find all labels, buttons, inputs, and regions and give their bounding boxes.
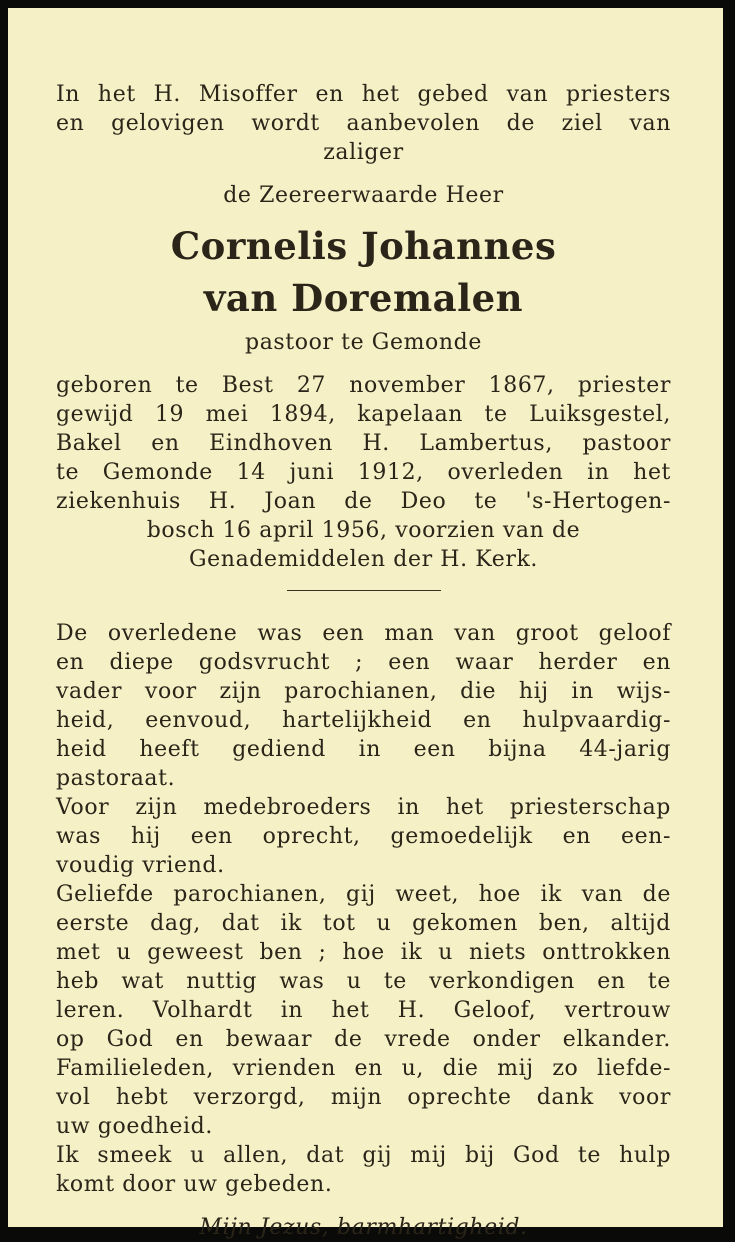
- intro-line: zaliger: [323, 140, 404, 165]
- testimony-line: Geliefde parochianen, gij weet, hoe ik van de: [56, 882, 671, 907]
- position-title: pastoor te Gemonde: [245, 330, 482, 355]
- testimony-line: heid, eenvoud, hartelijkheid en hulpvaardig-: [56, 708, 671, 733]
- biography-line: gewijd 19 mei 1894, kapelaan te Luiksgestel,: [56, 402, 671, 427]
- testimony-line: De overledene was een man van groot geloof: [56, 621, 671, 646]
- deceased-name-last: van Doremalen: [203, 276, 524, 320]
- title-prefix: de Zeereerwaarde Heer: [223, 183, 504, 208]
- testimony-line: vader voor zijn parochianen, die hij in wijs-: [56, 679, 671, 704]
- testimony-line: voudig vriend.: [56, 853, 225, 878]
- testimony-line: pastoraat.: [56, 766, 176, 791]
- biography-line: Genademiddelen der H. Kerk.: [189, 547, 538, 572]
- intro-line: In het H. Misoffer en het gebed van priesters: [56, 82, 671, 107]
- testimony-line: heb wat nuttig was u te verkondigen en te: [56, 969, 671, 994]
- biography-line: te Gemonde 14 juni 1912, overleden in het: [56, 460, 671, 485]
- deceased-name-first: Cornelis Johannes: [170, 224, 557, 268]
- card-content: [56, 80, 671, 1242]
- testimony-line: heid heeft gediend in een bijna 44-jarig: [56, 737, 671, 762]
- biography: [56, 371, 671, 574]
- intro-text: [56, 80, 671, 167]
- intro-line: en gelovigen wordt aanbevolen de ziel van: [56, 111, 671, 136]
- testimony-line: en diepe godsvrucht ; een waar herder en: [56, 650, 671, 675]
- memorial-card: [8, 8, 723, 1240]
- biography-line: geboren te Best 27 november 1867, priester: [56, 373, 671, 398]
- testimony-line: leren. Volhardt in het H. Geloof, vertrouw: [56, 998, 671, 1023]
- closing-prayer: Mijn Jezus, barmhartigheid.: [199, 1215, 528, 1240]
- testimony: [56, 619, 671, 1199]
- testimony-line: uw goedheid.: [56, 1114, 213, 1139]
- testimony-line: Ik smeek u allen, dat gij mij bij God te hulp: [56, 1143, 671, 1168]
- testimony-line: komt door uw gebeden.: [56, 1172, 333, 1197]
- testimony-line: was hij een oprecht, gemoedelijk en een-: [56, 824, 671, 849]
- testimony-line: op God en bewaar de vrede onder elkander.: [56, 1027, 671, 1052]
- testimony-line: vol hebt verzorgd, mijn oprechte dank voor: [56, 1085, 671, 1110]
- testimony-line: eerste dag, dat ik tot u gekomen ben, altijd: [56, 911, 671, 936]
- biography-line: bosch 16 april 1956, voorzien van de: [146, 518, 581, 543]
- testimony-line: met u geweest ben ; hoe ik u niets onttrokken: [56, 940, 671, 965]
- divider-line: [287, 590, 441, 591]
- testimony-line: Familieleden, vrienden en u, die mij zo liefde-: [56, 1056, 671, 1081]
- biography-line: ziekenhuis H. Joan de Deo te 's-Hertogen-: [56, 489, 671, 514]
- testimony-line: Voor zijn medebroeders in het priesterschap: [56, 795, 671, 820]
- biography-line: Bakel en Eindhoven H. Lambertus, pastoor: [56, 431, 671, 456]
